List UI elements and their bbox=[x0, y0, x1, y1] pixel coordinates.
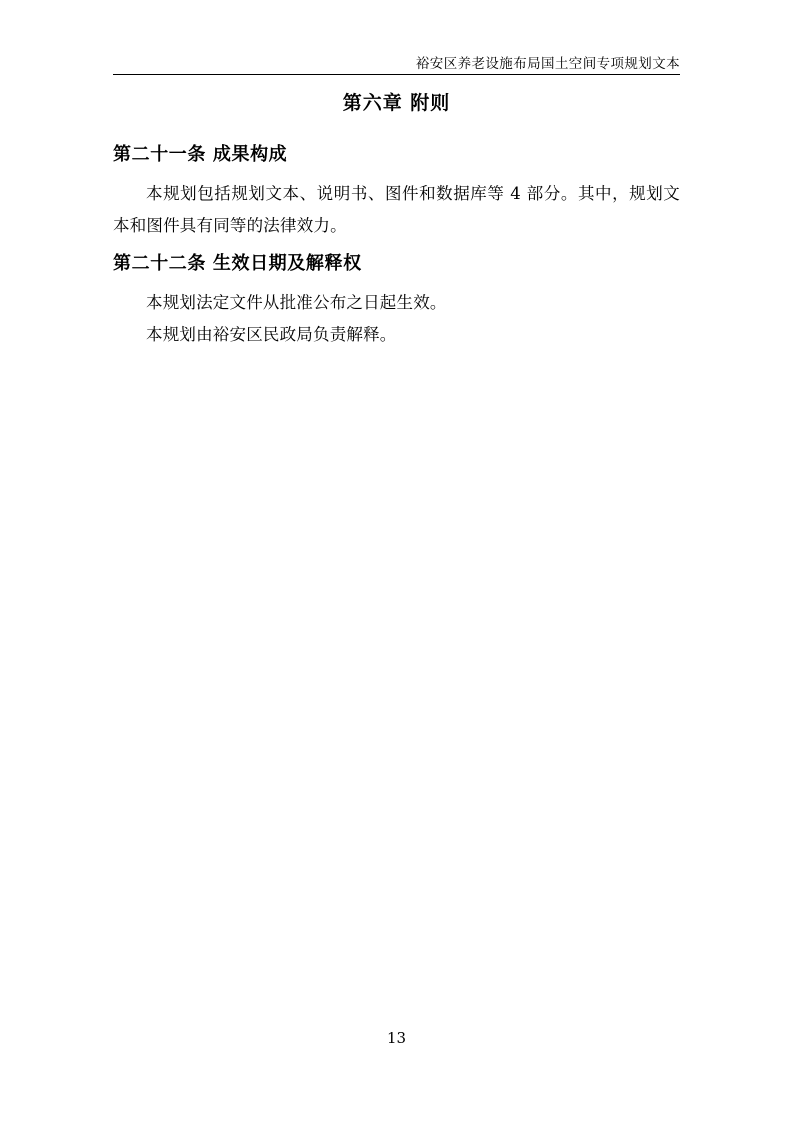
page-header bbox=[113, 52, 680, 76]
section-paragraph: 本规划由裕安区民政局负责解释。 bbox=[146, 325, 397, 345]
section-article-22 bbox=[113, 250, 680, 351]
section-heading: 第二十一条 成果构成 bbox=[113, 143, 288, 165]
header-divider bbox=[113, 74, 680, 75]
section-article-21 bbox=[113, 141, 680, 242]
section-paragraph: 本规划法定文件从批准公布之日起生效。 bbox=[146, 292, 447, 312]
chapter-title: 第六章 附则 bbox=[342, 92, 451, 114]
document-body bbox=[113, 90, 680, 355]
section-paragraph: 本规划包括规划文本、说明书、图件和数据库等 4 部分。其中，规划文本和图件具有同等的法律效力。 bbox=[113, 183, 680, 235]
running-title: 裕安区养老设施布局国土空间专项规划文本 bbox=[415, 56, 680, 72]
section-heading: 第二十二条 生效日期及解释权 bbox=[113, 252, 362, 274]
page-footer bbox=[0, 1028, 793, 1047]
page-number: 13 bbox=[386, 1029, 407, 1047]
